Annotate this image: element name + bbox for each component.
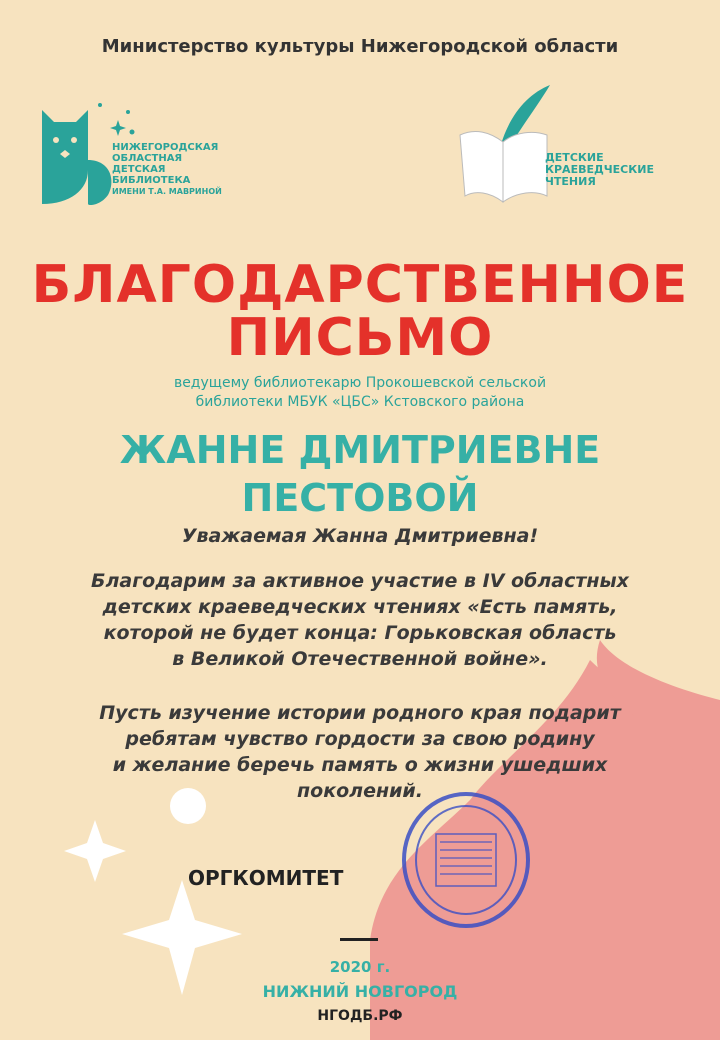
recipient-role-line: библиотеки МБУК «ЦБС» Кстовского района [195, 394, 525, 410]
paragraph-line: которой не будет конца: Горьковская область [103, 622, 617, 644]
large-star-icon [122, 880, 242, 995]
logo-left-line: НИЖЕГОРОДСКАЯ [112, 142, 219, 153]
greeting: Уважаемая Жанна Дмитриевна! [181, 525, 539, 547]
small-star-icon [64, 820, 126, 882]
logo-left-line: БИБЛИОТЕКА [112, 175, 191, 186]
footer-city: НИЖНИЙ НОВГОРОД [262, 982, 458, 1001]
body-paragraph-thanks [50, 568, 670, 672]
logo-left-line: ИМЕНИ Т.А. МАВРИНОЙ [112, 187, 222, 196]
ministry-header: Министерство культуры Нижегородской области [101, 36, 619, 57]
footer-divider [340, 938, 378, 941]
paragraph-line: детских краеведческих чтениях «Есть память, [102, 596, 618, 618]
footer-year: 2020 г. [329, 958, 391, 976]
logo-right-line: ЧТЕНИЯ [545, 175, 596, 188]
paragraph-line: и желание беречь память о жизни ушедших [112, 754, 608, 776]
body-paragraph-wish [50, 700, 670, 804]
official-stamp-icon [400, 790, 532, 930]
logo-right-line: ДЕТСКИЕ [545, 151, 604, 164]
organizing-committee-label: ОРГКОМИТЕТ [188, 866, 344, 890]
footer-website: НГОДБ.РФ [317, 1008, 403, 1024]
document-title: БЛАГОДАРСТВЕННОЕ [31, 255, 689, 315]
logo-left-line: ДЕТСКАЯ [112, 164, 166, 175]
paragraph-line: Благодарим за активное участие в IV областных [91, 570, 629, 592]
logo-left-line: ОБЛАСТНАЯ [112, 153, 183, 164]
recipient-role-line: ведущему библиотекарю Прокошевской сельской [173, 375, 547, 391]
recipient-name: ЖАННЕ ДМИТРИЕВНЕ [119, 428, 601, 472]
paragraph-line: в Великой Отечественной войне». [172, 648, 548, 670]
logo-right-line: КРАЕВЕДЧЕСКИЕ [545, 163, 654, 176]
paragraph-line: Пусть изучение истории родного края подарит [99, 702, 621, 724]
document-title-line2: ПИСЬМО [226, 308, 494, 368]
recipient-surname: ПЕСТОВОЙ [241, 476, 479, 520]
paragraph-line: ребятам чувство гордости за свою родину [125, 728, 595, 750]
paragraph-line: поколений. [297, 780, 423, 802]
